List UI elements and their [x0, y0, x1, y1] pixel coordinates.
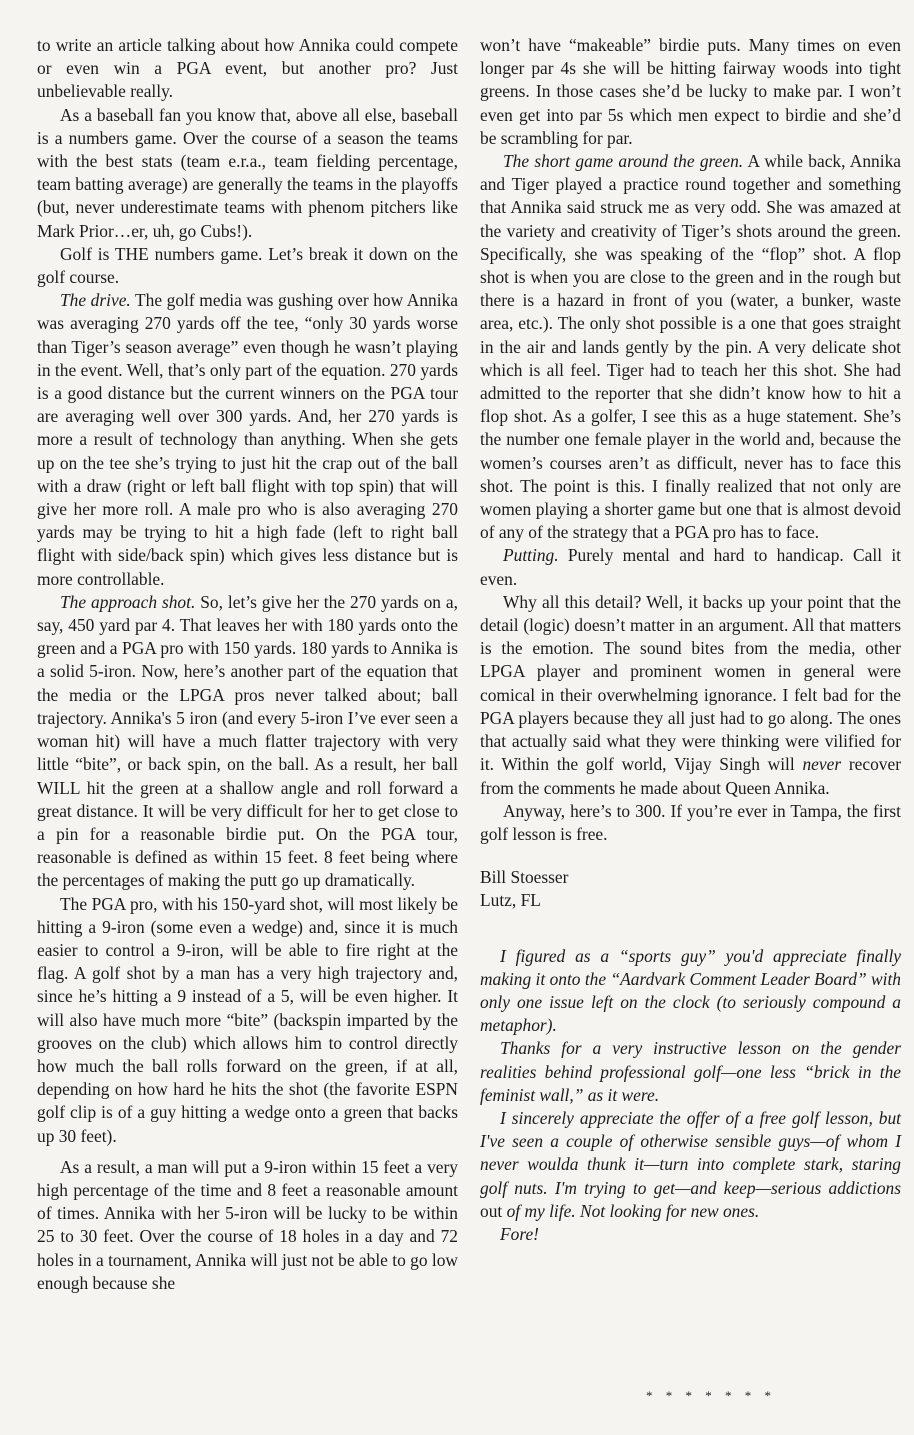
section-heading: The approach shot. [60, 591, 196, 612]
editor-paragraph [480, 1107, 901, 1223]
paragraph-approach-shot [37, 591, 458, 893]
paragraph-short-game [480, 150, 901, 544]
right-column [480, 34, 901, 1246]
section-heading: The short game around the green. [503, 151, 744, 172]
paragraph: Golf is THE numbers game. Let’s break it down on the golf course. [37, 243, 458, 288]
paragraph: The PGA pro, with his 150-yard shot, will most likely be hitting a 9-iron (some even a wedge) and, since it is much easier to control a 9-iron, will be able to fire right at the flag. A golf shot by a man has a very high trajectory and, since he’s hitting a 9 instead of a 5, will be even higher. It will also have much more “bite” (backspin imparted by the grooves on the club) which allows him to control directly how much the ball rolls forward on the green, if at all, depending on how hard he hits the shot (the favorite ESPN golf clip is of a guy hitting a wedge onto a green that backs up 30 feet). [37, 893, 458, 1146]
paragraph-body: Purely mental and hard to handicap. Call it even. [480, 545, 901, 589]
paragraph: to write an article talking about how Annika could compete or even win a PGA event, but another pro? Just unbelievable really. [37, 35, 458, 102]
section-heading: The drive. [60, 290, 131, 311]
signature-name: Bill Stoesser [480, 867, 569, 888]
paragraph: As a baseball fan you know that, above all else, baseball is a numbers game. Over the course of a season the teams with the best stats (team e.r.a., team fielding percentage, team batting average) are generally the teams in the playoffs (but, never underestimate teams with phenom pitchers like Mark Prior…er, uh, go Cubs!). [37, 104, 458, 241]
paragraph: Anyway, here’s to 300. If you’re ever in Tampa, the first golf lesson is free. [480, 800, 901, 844]
editor-paragraph: Thanks for a very instructive lesson on the gender realities behind professional golf—one less “brick in the feminist wall,” as it were. [480, 1038, 901, 1105]
paragraph-body: So, let’s give her the 270 yards on a, say, 450 yard par 4. That leaves her with 180 yards onto the green and a PGA pro with 150 yards. 180 yards to Annika is a solid 5-iron. Now, here’s another part of the equation that the media or the LPGA pros never talked about; ball trajectory. Annika's 5 iron (and every 5-iron I’ve ever seen a woman hit) will have a much flatter trajectory with very little “bite”, or back spin, on the ball. As a result, her ball WILL hit the green at a shallow angle and roll forward a great distance. It will be very difficult for her to get close to a pin for a reasonable birdie put. On the PGA tour, reasonable is defined as within 15 feet. 8 feet being where the percentages of making the putt go up dramatically. [37, 591, 458, 891]
paragraph: As a result, a man will put a 9-iron within 15 feet a very high percentage of the time and 8 feet a reasonable amount of times. Annika with her 5-iron will be lucky to be within 25 to 30 feet. Over the course of 18 holes in a day and 72 holes in a tournament, Annika will just not be able to go low enough because she [37, 1156, 458, 1293]
left-column [37, 34, 458, 1295]
paragraph [480, 591, 901, 800]
upright-word: out [480, 1200, 503, 1221]
paragraph-text: of my life. Not looking for new ones. [502, 1200, 760, 1221]
signature-place: Lutz, FL [480, 890, 541, 911]
section-separator: * * * * * * * [646, 1388, 776, 1403]
paragraph-the-drive [37, 289, 458, 591]
editor-reply [480, 945, 901, 1247]
paragraph: won’t have “makeable” birdie puts. Many times on even longer par 4s she will be hitting fairway woods into tight greens. In those cases she’d be lucky to make par. I won’t even get into par 5s which men expect to birdie and she’d be scrambling for par. [480, 35, 901, 148]
signature-block [480, 866, 901, 912]
editor-signoff: Fore! [500, 1223, 539, 1244]
emphasis: never [802, 754, 842, 775]
paragraph-text: recover from the comments he made about Queen Annika. [480, 754, 901, 798]
paragraph-body: A while back, Annika and Tiger played a practice round together and something that Annika said struck me as very odd. She was amazed at the variety and creativity of Tiger’s shots around the green. Specifically, she was speaking of the “flop” shot. A flop shot is when you are close to the green and in the rough but there is a hazard in front of you (water, a bunker, waste area, etc.). The only shot possible is a one that goes straight in the air and lands gently by the pin. A very delicate shot which is all feel. Tiger had to teach her this shot. She had admitted to the reporter that she didn’t know how to hit a flop shot. As a golfer, I see this as a huge statement. She’s the number one female player in the world and, because the women’s courses aren’t as difficult, never has to face this shot. The point is this. I finally realized that not only are women playing a shorter game but one that is almost devoid of any of the strategy that a PGA pro has to face. [480, 151, 901, 543]
paragraph-text: I sincerely appreciate the offer of a free golf lesson, but I've seen a couple of otherwise sensible guys—of whom I never woulda thunk it—turn into complete stark, staring golf nuts. I'm trying to get—and keep—serious addictions [480, 1107, 901, 1198]
section-heading: Putting. [503, 545, 559, 566]
paragraph-text: Why all this detail? Well, it backs up your point that the detail (logic) doesn’t matter in an argument. All that matters is the emotion. The sound bites from the media, other LPGA player and prominent women in general were comical in their overwhelming ignorance. I felt bad for the PGA players because they all just had to go along. The ones that actually said what they were thinking were vilified for it. Within the golf world, Vijay Singh will [480, 591, 901, 775]
paragraph-putting [480, 544, 901, 590]
editor-paragraph: I figured as a “sports guy” you'd appreciate finally making it onto the “Aardvark Comment Leader Board” with only one issue left on the clock (to seriously compound a metaphor). [480, 945, 901, 1036]
paragraph-body: The golf media was gushing over how Annika was averaging 270 yards off the tee, “only 30 yards worse than Tiger’s season average” even though he wasn’t playing in the event. Well, that’s only part of the equation. 270 yards is a good distance but the current winners on the PGA tour are averaging well over 300 yards. And, her 270 yards is more a result of technology than anything. When she gets up on the tee she’s trying to just hit the crap out of the ball with a draw (right or left ball flight with top spin) that will give her more roll. A male pro who is also averaging 270 yards may be trying to hit a high fade (left to right ball flight with side/back spin) which gives less distance but is more controllable. [37, 290, 458, 589]
